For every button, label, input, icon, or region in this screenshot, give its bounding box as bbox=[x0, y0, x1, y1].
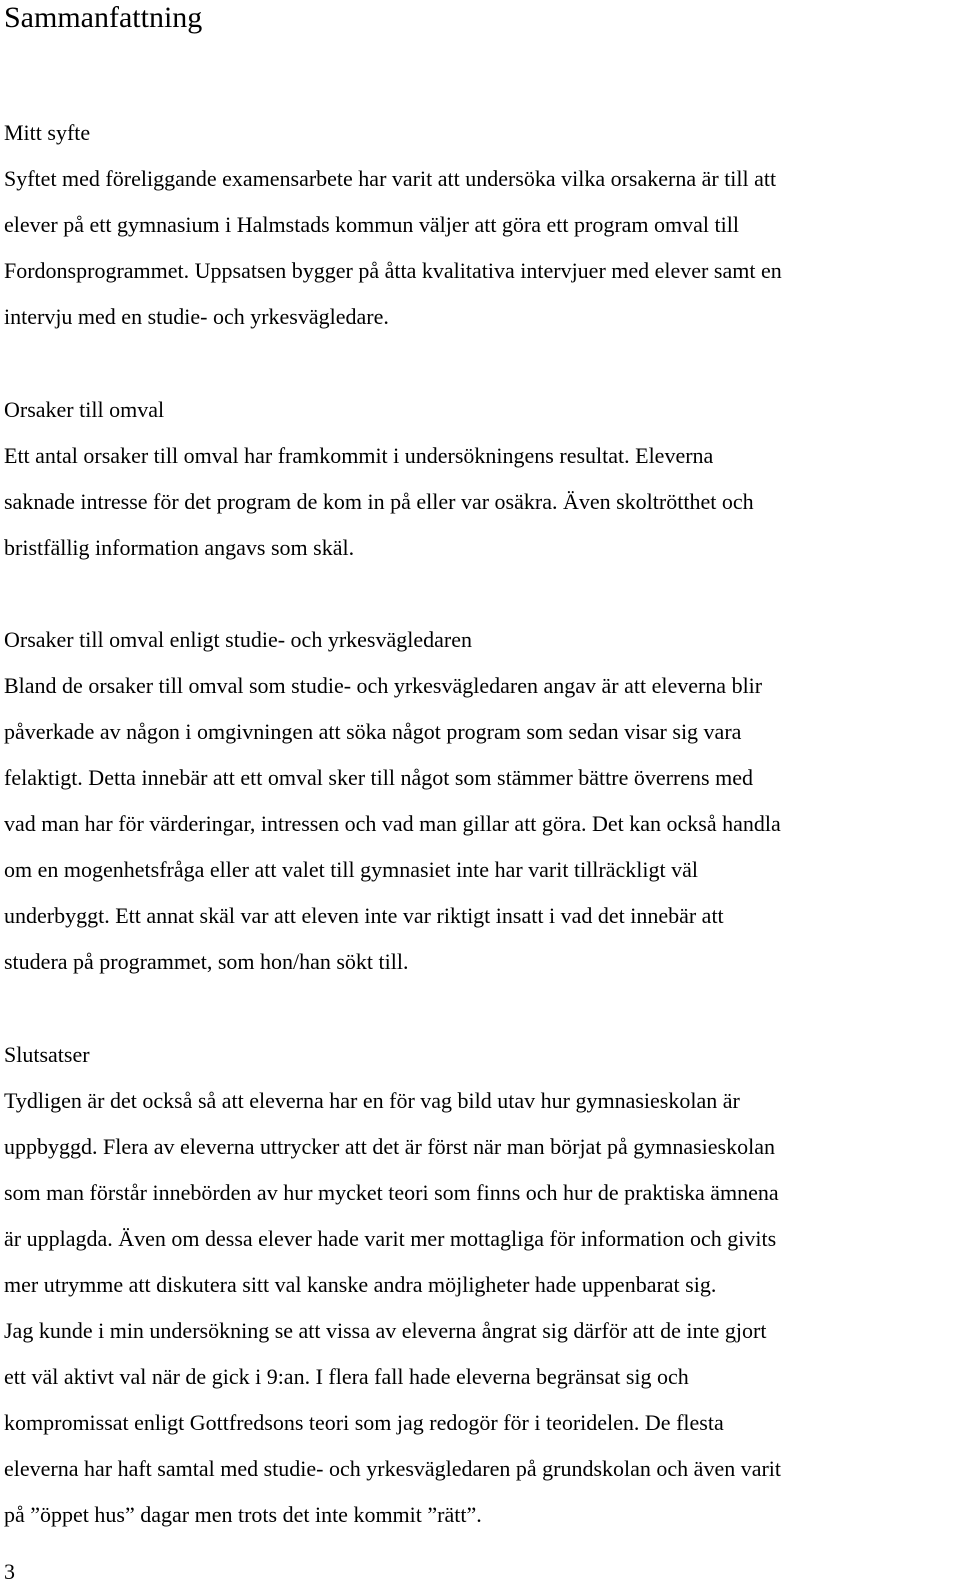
section-orsaker-till-omval bbox=[4, 387, 954, 571]
paragraph-line: Jag kunde i min undersökning se att vissa av eleverna ångrat sig därför att de inte gjort bbox=[4, 1318, 767, 1343]
paragraph-line: vad man har för värderingar, intressen och vad man gillar att göra. Det kan också handla bbox=[4, 811, 781, 836]
paragraph-line: studera på programmet, som hon/han sökt till. bbox=[4, 949, 409, 974]
paragraph-line: bristfällig information angavs som skäl. bbox=[4, 535, 355, 560]
paragraph-line: är upplagda. Även om dessa elever hade varit mer mottagliga för information och givits bbox=[4, 1226, 777, 1251]
paragraph-line: på ”öppet hus” dagar men trots det inte kommit ”rätt”. bbox=[4, 1502, 482, 1527]
paragraph-line: Fordonsprogrammet. Uppsatsen bygger på åtta kvalitativa intervjuer med elever samt en bbox=[4, 258, 782, 283]
paragraph-line: ett väl aktivt val när de gick i 9:an. I flera fall hade eleverna begränsat sig och bbox=[4, 1364, 689, 1389]
paragraph-line: Syftet med föreliggande examensarbete har varit att undersöka vilka orsakerna är till att bbox=[4, 166, 777, 191]
section-heading: Mitt syfte bbox=[4, 120, 91, 145]
paragraph-line: elever på ett gymnasium i Halmstads kommun väljer att göra ett program omval till bbox=[4, 212, 739, 237]
paragraph-line: som man förstår innebörden av hur mycket teori som finns och hur de praktiska ämnena bbox=[4, 1180, 779, 1205]
section-heading: Orsaker till omval enligt studie- och yrkesvägledaren bbox=[4, 627, 472, 652]
paragraph-line: intervju med en studie- och yrkesvägledare. bbox=[4, 304, 389, 329]
paragraph-line: underbyggt. Ett annat skäl var att eleven inte var riktigt insatt i vad det innebär att bbox=[4, 903, 724, 928]
paragraph-line: mer utrymme att diskutera sitt val kanske andra möjligheter hade uppenbarat sig. bbox=[4, 1272, 717, 1297]
paragraph-line: Bland de orsaker till omval som studie- och yrkesvägledaren angav är att eleverna blir bbox=[4, 673, 763, 698]
page-number: 3 bbox=[4, 1559, 15, 1584]
paragraph-line: Tydligen är det också så att eleverna har en för vag bild utav hur gymnasieskolan är bbox=[4, 1088, 740, 1113]
paragraph-line: påverkade av någon i omgivningen att söka något program som sedan visar sig vara bbox=[4, 719, 742, 744]
section-mitt-syfte bbox=[4, 110, 954, 340]
section-heading: Orsaker till omval bbox=[4, 397, 165, 422]
section-slutsatser bbox=[4, 1032, 954, 1538]
paragraph-line: kompromissat enligt Gottfredsons teori som jag redogör för i teoridelen. De flesta bbox=[4, 1410, 724, 1435]
page-title: Sammanfattning bbox=[4, 1, 203, 34]
paragraph-line: felaktigt. Detta innebär att ett omval sker till något som stämmer bättre överrens med bbox=[4, 765, 753, 790]
paragraph-line: Ett antal orsaker till omval har framkommit i undersökningens resultat. Eleverna bbox=[4, 443, 714, 468]
section-orsaker-enligt-vagledaren bbox=[4, 617, 954, 985]
section-heading: Slutsatser bbox=[4, 1042, 90, 1067]
paragraph-line: uppbyggd. Flera av eleverna uttrycker att det är först när man börjat på gymnasieskolan bbox=[4, 1134, 775, 1159]
paragraph-line: om en mogenhetsfråga eller att valet till gymnasiet inte har varit tillräckligt väl bbox=[4, 857, 698, 882]
paragraph-line: eleverna har haft samtal med studie- och yrkesvägledaren på grundskolan och även varit bbox=[4, 1456, 782, 1481]
paragraph-line: saknade intresse för det program de kom in på eller var osäkra. Även skoltrötthet och bbox=[4, 489, 754, 514]
